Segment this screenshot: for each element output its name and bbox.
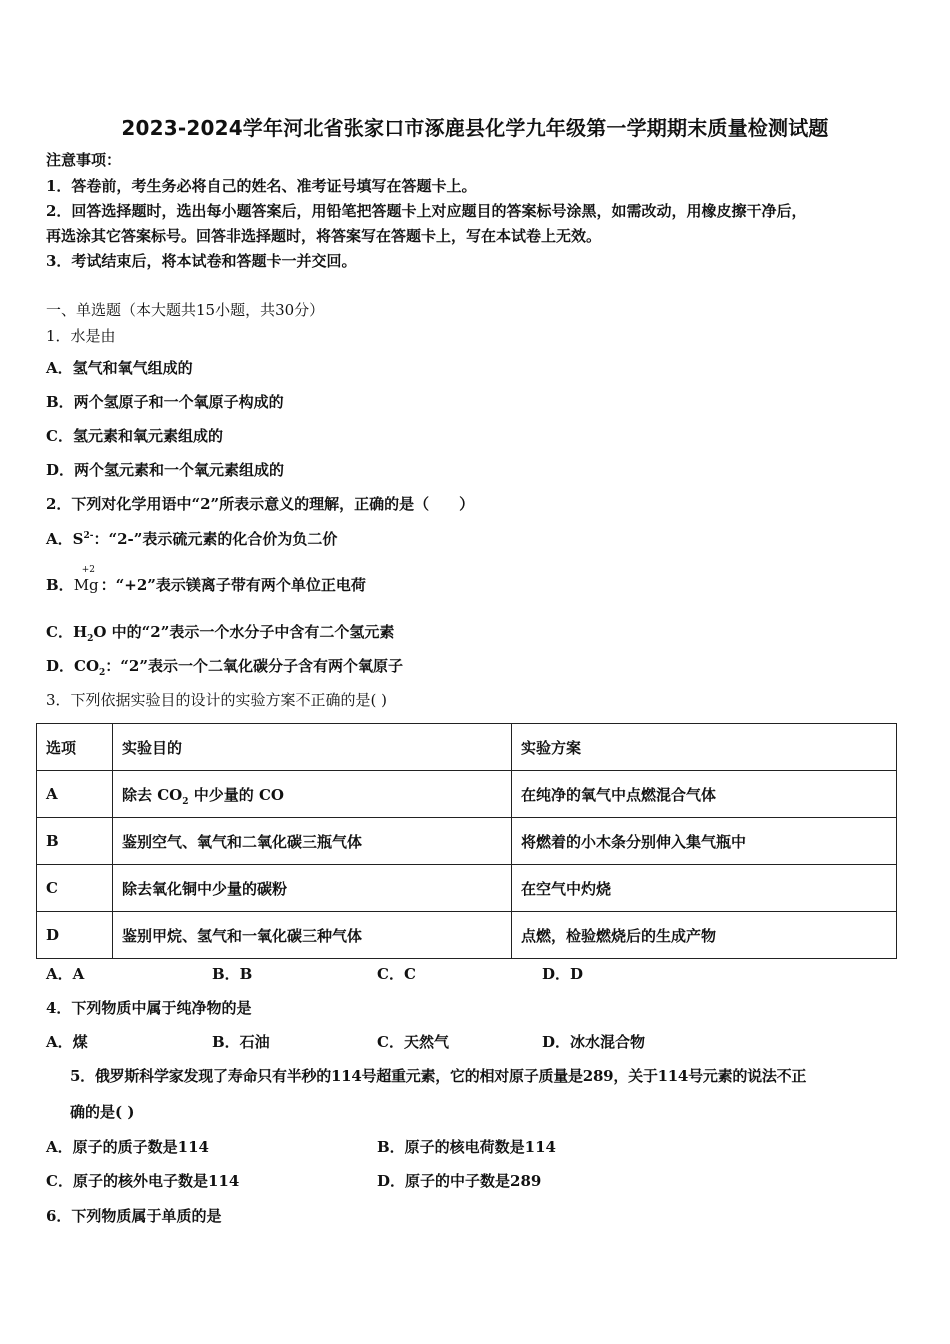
q2-a-superscript: 2- xyxy=(83,531,94,541)
q2-a-prefix: A．S xyxy=(46,530,84,548)
goal-prefix: 除去 CO xyxy=(122,785,183,804)
notice-item-3: 3．考试结束后，将本试卷和答题卡一并交回。 xyxy=(46,252,357,270)
row-goal xyxy=(113,771,512,818)
q2-d-text: ：“2”表示一个二氧化碳分子含有两个氧原子 xyxy=(105,657,403,675)
q3-choice-d: D．D xyxy=(542,965,584,983)
q1-option-c: C．氢元素和氧元素组成的 xyxy=(46,427,223,445)
q6-stem: 6．下列物质属于单质的是 xyxy=(46,1207,222,1225)
table-row xyxy=(37,912,897,959)
goal-subscript: 2 xyxy=(182,796,189,807)
q5-choice-d: D．原子的中子数是289 xyxy=(377,1172,542,1190)
q2-d-subscript: 2 xyxy=(99,668,106,678)
row-goal: 除去氧化铜中少量的碳粉 xyxy=(113,865,512,912)
q4-choice-a: A．煤 xyxy=(46,1033,88,1051)
q5-choice-a: A．原子的质子数是114 xyxy=(46,1138,209,1156)
row-option: A xyxy=(37,771,113,818)
q3-table xyxy=(36,723,897,959)
row-goal: 鉴别甲烷、氢气和一氧化碳三种气体 xyxy=(113,912,512,959)
exam-title: 2023-2024学年河北省张家口市涿鹿县化学九年级第一学期期末质量检测试题 xyxy=(121,116,829,140)
q2-c-subscript: 2 xyxy=(87,634,94,644)
q5-stem-line1: 5．俄罗斯科学家发现了寿命只有半秒的114号超重元素，它的相对原子质量是289，关于114号元素的说法不正 xyxy=(70,1067,807,1085)
header-goal: 实验目的 xyxy=(113,724,512,771)
mg-charge-label: +2 xyxy=(81,565,95,575)
q2-option-d xyxy=(46,656,403,676)
q2-b-prefix: B． xyxy=(46,576,74,594)
row-option: B xyxy=(37,818,113,865)
q1-stem: 1．水是由 xyxy=(46,327,116,345)
q2-c-prefix: C．H xyxy=(46,623,88,641)
mg-element: Mg xyxy=(73,576,99,594)
q2-b-text: ：“+2”表示镁离子带有两个单位正电荷 xyxy=(100,576,366,594)
header-plan: 实验方案 xyxy=(512,724,897,771)
q2-option-a xyxy=(46,529,337,549)
q4-choice-c: C．天然气 xyxy=(377,1033,449,1051)
table-header-row xyxy=(37,724,897,771)
q1-option-b: B．两个氢原子和一个氧原子构成的 xyxy=(46,393,284,411)
notice-item-2-cont: 再选涂其它答案标号。回答非选择题时，将答案写在答题卡上，写在本试卷上无效。 xyxy=(46,227,602,245)
table-row xyxy=(37,818,897,865)
mg-valence-symbol xyxy=(73,565,99,595)
q2-stem: 2．下列对化学用语中“2”所表示意义的理解，正确的是（ ） xyxy=(46,495,475,513)
goal-suffix: 中少量的 CO xyxy=(188,785,284,804)
q4-stem: 4．下列物质中属于纯净物的是 xyxy=(46,999,252,1017)
row-option: D xyxy=(37,912,113,959)
row-plan: 在纯净的氧气中点燃混合气体 xyxy=(512,771,897,818)
q2-a-text: ：“2-”表示硫元素的化合价为负二价 xyxy=(93,530,338,548)
q4-choice-d: D．冰水混合物 xyxy=(542,1033,646,1051)
notice-heading: 注意事项： xyxy=(46,151,122,169)
q5-choice-c: C．原子的核外电子数是114 xyxy=(46,1172,240,1190)
section-heading: 一、单选题（本大题共15小题，共30分） xyxy=(46,301,325,319)
row-plan: 点燃，检验燃烧后的生成产物 xyxy=(512,912,897,959)
q3-stem: 3．下列依据实验目的设计的实验方案不正确的是( ) xyxy=(46,691,388,709)
q2-c-text: O 中的“2”表示一个水分子中含有二个氢元素 xyxy=(93,623,395,641)
row-goal: 鉴别空气、氧气和二氧化碳三瓶气体 xyxy=(113,818,512,865)
row-plan: 将燃着的小木条分别伸入集气瓶中 xyxy=(512,818,897,865)
q3-choice-b: B．B xyxy=(212,965,253,983)
q2-d-prefix: D．CO xyxy=(46,657,100,675)
q5-stem-line2: 确的是( ) xyxy=(70,1103,135,1121)
q4-choice-b: B．石油 xyxy=(212,1033,270,1051)
q3-choice-c: C．C xyxy=(377,965,416,983)
q1-option-d: D．两个氢元素和一个氧元素组成的 xyxy=(46,461,285,479)
q3-choice-a: A．A xyxy=(46,965,85,983)
table-row xyxy=(37,865,897,912)
notice-item-2: 2．回答选择题时，选出每小题答案后，用铅笔把答题卡上对应题目的答案标号涂黑，如需改动，用橡皮擦干净后， xyxy=(46,202,807,220)
q5-choice-b: B．原子的核电荷数是114 xyxy=(377,1138,556,1156)
q2-option-b xyxy=(46,565,366,595)
q2-option-c xyxy=(46,622,394,642)
row-plan: 在空气中灼烧 xyxy=(512,865,897,912)
table-row xyxy=(37,771,897,818)
row-option: C xyxy=(37,865,113,912)
notice-item-1: 1．答卷前，考生务必将自己的姓名、准考证号填写在答题卡上。 xyxy=(46,177,477,195)
q1-option-a: A．氢气和氧气组成的 xyxy=(46,359,193,377)
header-option: 选项 xyxy=(37,724,113,771)
